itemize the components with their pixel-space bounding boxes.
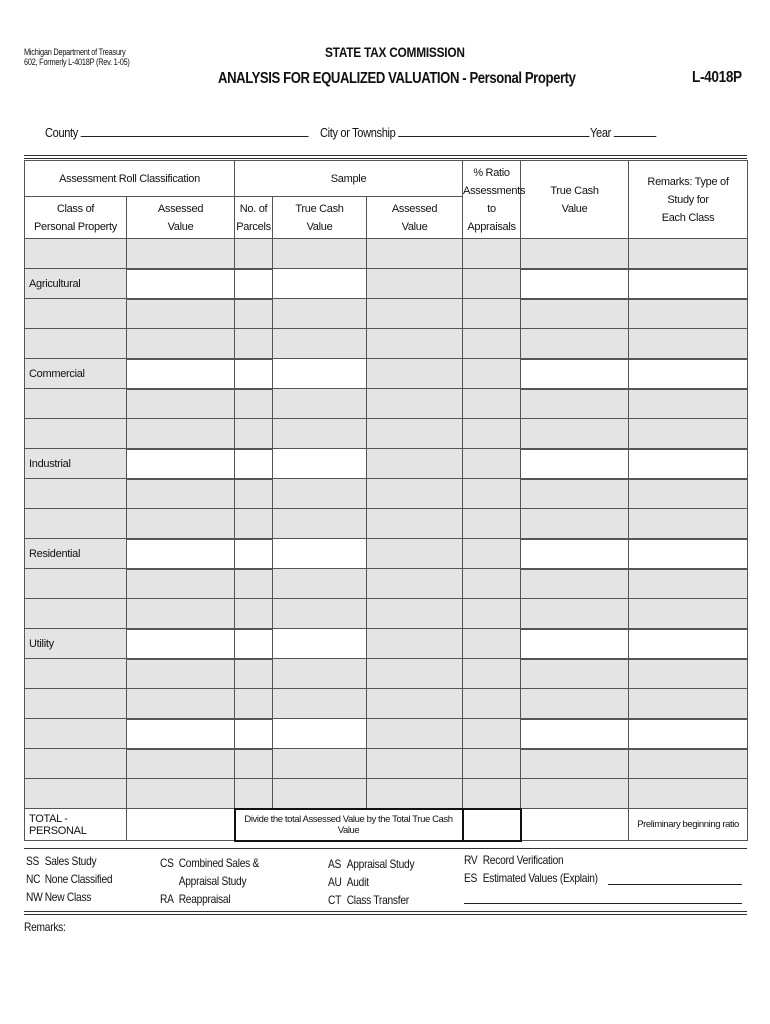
remarks-type-header: Remarks: Type of Study for Each Class <box>629 161 748 239</box>
blank-row <box>25 509 748 539</box>
table-cell[interactable] <box>235 449 273 479</box>
table-cell[interactable] <box>629 479 748 509</box>
class-header: Class of Personal Property <box>25 197 127 239</box>
class-label-cell <box>25 719 127 749</box>
city-label: City or Township <box>320 125 396 140</box>
blank-row <box>25 689 748 719</box>
table-cell[interactable] <box>367 509 463 539</box>
table-cell[interactable] <box>235 509 273 539</box>
table-cell[interactable] <box>235 329 273 359</box>
form-revision-line: 602, Formerly L-4018P (Rev. 1-05) <box>24 57 130 67</box>
header-divider-2 <box>24 158 747 159</box>
legend-code: NC <box>26 872 41 886</box>
blank-row <box>25 569 748 599</box>
ratio-header: % Ratio Assessments to Appraisals <box>463 161 521 239</box>
table-cell[interactable] <box>273 449 367 479</box>
table-cell[interactable] <box>463 689 521 719</box>
table-cell[interactable] <box>127 359 235 389</box>
year-input-line[interactable] <box>614 124 657 137</box>
table-cell[interactable] <box>235 419 273 449</box>
parcels-header: No. of Parcels <box>235 197 273 239</box>
table-cell[interactable] <box>463 449 521 479</box>
table-cell[interactable] <box>463 509 521 539</box>
county-input-line[interactable] <box>81 124 309 137</box>
year-label: Year <box>590 125 611 140</box>
year-field[interactable] <box>590 124 656 140</box>
class-label-cell <box>25 299 127 329</box>
table-cell[interactable] <box>367 389 463 419</box>
class-label-cell <box>25 329 127 359</box>
remarks-label: Remarks: <box>24 920 66 934</box>
header-divider-1 <box>24 155 747 156</box>
class-label-cell <box>25 389 127 419</box>
table-cell[interactable] <box>463 749 521 779</box>
table-cell[interactable] <box>463 269 521 299</box>
legend-code: CT <box>328 893 342 907</box>
legend-text: Appraisal Study <box>346 857 415 871</box>
class-label: Commercial <box>25 359 127 389</box>
table-cell[interactable] <box>521 449 629 479</box>
table-cell[interactable] <box>463 779 521 809</box>
total-assessed-cell[interactable] <box>127 809 235 841</box>
table-cell[interactable] <box>629 269 748 299</box>
blank-row <box>25 659 748 689</box>
table-cell[interactable] <box>367 689 463 719</box>
table-cell[interactable] <box>629 689 748 719</box>
form-number: L-4018P <box>692 69 742 86</box>
blank-row <box>25 779 748 809</box>
county-field[interactable] <box>45 124 309 140</box>
legend-column-2 <box>160 854 259 908</box>
legend-code: RA <box>160 892 174 906</box>
table-cell[interactable] <box>521 779 629 809</box>
class-label-cell <box>25 749 127 779</box>
legend-item <box>328 873 414 891</box>
table-cell[interactable] <box>127 749 235 779</box>
table-cell[interactable] <box>367 719 463 749</box>
blank-row <box>25 599 748 629</box>
table-body <box>25 239 748 809</box>
table-cell[interactable] <box>463 299 521 329</box>
legend-item <box>464 851 598 869</box>
legend-text: None Classified <box>44 872 113 886</box>
table-cell[interactable] <box>367 329 463 359</box>
table-cell[interactable] <box>463 659 521 689</box>
table-cell[interactable] <box>521 719 629 749</box>
table-cell[interactable] <box>235 299 273 329</box>
table-cell[interactable] <box>367 539 463 569</box>
table-cell[interactable] <box>127 299 235 329</box>
remarks-divider-2 <box>24 914 747 915</box>
table-cell[interactable] <box>235 359 273 389</box>
table-cell[interactable] <box>127 509 235 539</box>
true-cash-value-header: True Cash Value <box>273 197 367 239</box>
table-cell[interactable] <box>273 689 367 719</box>
legend-text: New Class <box>44 890 92 904</box>
table-cell[interactable] <box>235 539 273 569</box>
table-cell[interactable] <box>235 749 273 779</box>
legend-text: Class Transfer <box>346 893 409 907</box>
class-label: Utility <box>25 629 127 659</box>
table-cell[interactable] <box>127 569 235 599</box>
table-cell[interactable] <box>367 239 463 269</box>
table-cell[interactable] <box>273 509 367 539</box>
table-cell[interactable] <box>521 539 629 569</box>
class-row <box>25 449 748 479</box>
legend-code: AS <box>328 857 342 871</box>
table-cell[interactable] <box>521 389 629 419</box>
class-label-cell <box>25 599 127 629</box>
table-cell[interactable] <box>629 629 748 659</box>
table-cell[interactable] <box>463 389 521 419</box>
table-cell[interactable] <box>521 359 629 389</box>
legend-column-4 <box>464 851 598 887</box>
table-cell[interactable] <box>463 599 521 629</box>
total-label: TOTAL - PERSONAL <box>25 809 127 841</box>
legend-item <box>26 870 112 888</box>
table-cell[interactable] <box>127 599 235 629</box>
table-cell[interactable] <box>521 689 629 719</box>
table-cell[interactable] <box>629 389 748 419</box>
table-cell[interactable] <box>273 569 367 599</box>
table-cell[interactable] <box>127 449 235 479</box>
table-cell[interactable] <box>629 359 748 389</box>
table-cell[interactable] <box>629 779 748 809</box>
city-field[interactable] <box>320 124 589 140</box>
table-cell[interactable] <box>127 329 235 359</box>
total-ratio-cell[interactable] <box>463 809 521 841</box>
class-row <box>25 539 748 569</box>
table-cell[interactable] <box>127 419 235 449</box>
city-input-line[interactable] <box>398 124 589 137</box>
table-cell[interactable] <box>235 239 273 269</box>
class-label: Industrial <box>25 449 127 479</box>
table-cell[interactable] <box>367 629 463 659</box>
blank-row <box>25 239 748 269</box>
legend-code: SS <box>26 854 40 868</box>
table-cell[interactable] <box>629 659 748 689</box>
legend-code: NW <box>26 890 43 904</box>
legend-code: ES <box>464 871 478 885</box>
table-cell[interactable] <box>463 629 521 659</box>
table-cell[interactable] <box>629 599 748 629</box>
table-cell[interactable] <box>235 479 273 509</box>
class-row <box>25 269 748 299</box>
preliminary-ratio-note: Preliminary beginning ratio <box>629 809 748 841</box>
table-cell[interactable] <box>273 629 367 659</box>
table-cell[interactable] <box>273 419 367 449</box>
agency-line-1: Michigan Department of Treasury <box>24 47 126 57</box>
legend-divider <box>24 848 747 849</box>
legend-item <box>328 855 414 873</box>
blank-row <box>25 389 748 419</box>
table-cell[interactable] <box>463 569 521 599</box>
class-label-cell <box>25 689 127 719</box>
table-cell[interactable] <box>235 269 273 299</box>
table-cell[interactable] <box>127 269 235 299</box>
legend-text: Combined Sales & <box>178 856 260 870</box>
table-cell[interactable] <box>463 539 521 569</box>
class-label-cell <box>25 779 127 809</box>
table-cell[interactable] <box>521 269 629 299</box>
legend-text: Record Verification <box>482 853 564 867</box>
table-cell[interactable] <box>273 719 367 749</box>
legend-item <box>464 869 598 887</box>
table-cell[interactable] <box>521 479 629 509</box>
table-cell[interactable] <box>127 239 235 269</box>
table-cell[interactable] <box>127 539 235 569</box>
total-true-cash-cell[interactable] <box>521 809 629 841</box>
table-cell[interactable] <box>521 599 629 629</box>
table-cell[interactable] <box>521 509 629 539</box>
commission-heading: STATE TAX COMMISSION <box>325 44 465 60</box>
table-cell[interactable] <box>235 629 273 659</box>
table-cell[interactable] <box>273 599 367 629</box>
table-cell[interactable] <box>127 389 235 419</box>
sample-assessed-value-header: Assessed Value <box>367 197 463 239</box>
legend-item <box>160 890 259 908</box>
table-cell[interactable] <box>367 599 463 629</box>
table-cell[interactable] <box>127 629 235 659</box>
class-label-cell <box>25 419 127 449</box>
class-row <box>25 359 748 389</box>
class-label: Residential <box>25 539 127 569</box>
estimated-values-explain-line[interactable] <box>608 884 742 885</box>
legend-code: RV <box>464 853 478 867</box>
table-cell[interactable] <box>629 569 748 599</box>
blank-row <box>25 749 748 779</box>
divide-note: Divide the total Assessed Value by the Total True Cash Value <box>235 809 463 841</box>
page-title: ANALYSIS FOR EQUALIZED VALUATION - Personal Property <box>218 70 576 87</box>
table-cell[interactable] <box>273 269 367 299</box>
legend-code: CS <box>160 856 174 870</box>
table-cell[interactable] <box>273 749 367 779</box>
table-cell[interactable] <box>521 299 629 329</box>
table-cell[interactable] <box>235 659 273 689</box>
legend-item <box>26 852 112 870</box>
legend-text: Sales Study <box>44 854 97 868</box>
table-cell[interactable] <box>367 419 463 449</box>
table-cell[interactable] <box>273 359 367 389</box>
table-cell[interactable] <box>273 779 367 809</box>
table-cell[interactable] <box>273 389 367 419</box>
table-cell[interactable] <box>629 509 748 539</box>
table-cell[interactable] <box>463 479 521 509</box>
legend-column-3 <box>328 855 414 909</box>
class-label-cell <box>25 509 127 539</box>
table-cell[interactable] <box>521 419 629 449</box>
blank-row <box>25 479 748 509</box>
table-cell[interactable] <box>273 239 367 269</box>
class-label: Agricultural <box>25 269 127 299</box>
legend-text: Estimated Values (Explain) <box>482 871 598 885</box>
table-cell[interactable] <box>273 659 367 689</box>
legend-item <box>160 872 259 890</box>
table-cell[interactable] <box>629 419 748 449</box>
table-cell[interactable] <box>127 689 235 719</box>
table-cell[interactable] <box>463 419 521 449</box>
class-row <box>25 629 748 659</box>
table-cell[interactable] <box>235 719 273 749</box>
table-cell[interactable] <box>367 749 463 779</box>
legend-column-1 <box>26 852 112 906</box>
total-row <box>25 809 748 841</box>
table-cell[interactable] <box>463 359 521 389</box>
table-cell[interactable] <box>367 479 463 509</box>
table-cell[interactable] <box>629 749 748 779</box>
table-cell[interactable] <box>521 629 629 659</box>
class-label-cell <box>25 479 127 509</box>
table-cell[interactable] <box>127 479 235 509</box>
table-cell[interactable] <box>273 299 367 329</box>
classification-group-header: Assessment Roll Classification <box>25 161 235 197</box>
table-cell[interactable] <box>367 269 463 299</box>
table-cell[interactable] <box>629 299 748 329</box>
table-cell[interactable] <box>235 779 273 809</box>
class-label-cell <box>25 239 127 269</box>
blank-row <box>25 299 748 329</box>
legend-text: Audit <box>346 875 369 889</box>
sample-group-header: Sample <box>235 161 463 197</box>
table-cell[interactable] <box>521 329 629 359</box>
blank-row <box>25 419 748 449</box>
table-cell[interactable] <box>629 539 748 569</box>
table-cell[interactable] <box>367 779 463 809</box>
table-cell[interactable] <box>273 479 367 509</box>
table-cell[interactable] <box>463 239 521 269</box>
valuation-table <box>24 160 748 842</box>
table-cell[interactable] <box>235 389 273 419</box>
table-cell[interactable] <box>629 329 748 359</box>
table-cell[interactable] <box>367 659 463 689</box>
table-cell[interactable] <box>367 569 463 599</box>
class-label-cell <box>25 569 127 599</box>
legend-item <box>160 854 259 872</box>
table-cell[interactable] <box>235 569 273 599</box>
table-cell[interactable] <box>629 719 748 749</box>
table-cell[interactable] <box>273 539 367 569</box>
county-label: County <box>45 125 78 140</box>
class-label-cell <box>25 659 127 689</box>
table-cell[interactable] <box>127 659 235 689</box>
table-cell[interactable] <box>235 599 273 629</box>
table-cell[interactable] <box>521 239 629 269</box>
table-cell[interactable] <box>235 689 273 719</box>
assessed-value-header: Assessed Value <box>127 197 235 239</box>
legend-item <box>26 888 112 906</box>
explain-continuation-line[interactable] <box>464 903 742 904</box>
table-cell[interactable] <box>463 719 521 749</box>
table-cell[interactable] <box>521 749 629 779</box>
legend-code: AU <box>328 875 342 889</box>
table-cell[interactable] <box>127 779 235 809</box>
table-cell[interactable] <box>367 299 463 329</box>
blank-row <box>25 719 748 749</box>
table-cell[interactable] <box>521 659 629 689</box>
table-cell[interactable] <box>629 449 748 479</box>
legend-item <box>328 891 414 909</box>
true-cash-value-header-2: True Cash Value <box>521 161 629 239</box>
table-cell[interactable] <box>367 359 463 389</box>
table-cell[interactable] <box>463 329 521 359</box>
table-cell[interactable] <box>367 449 463 479</box>
remarks-divider-1 <box>24 911 747 912</box>
table-cell[interactable] <box>273 329 367 359</box>
legend-text: Appraisal Study <box>178 874 247 888</box>
legend-text: Reappraisal <box>178 892 231 906</box>
table-cell[interactable] <box>629 239 748 269</box>
blank-row <box>25 329 748 359</box>
table-cell[interactable] <box>521 569 629 599</box>
table-cell[interactable] <box>127 719 235 749</box>
